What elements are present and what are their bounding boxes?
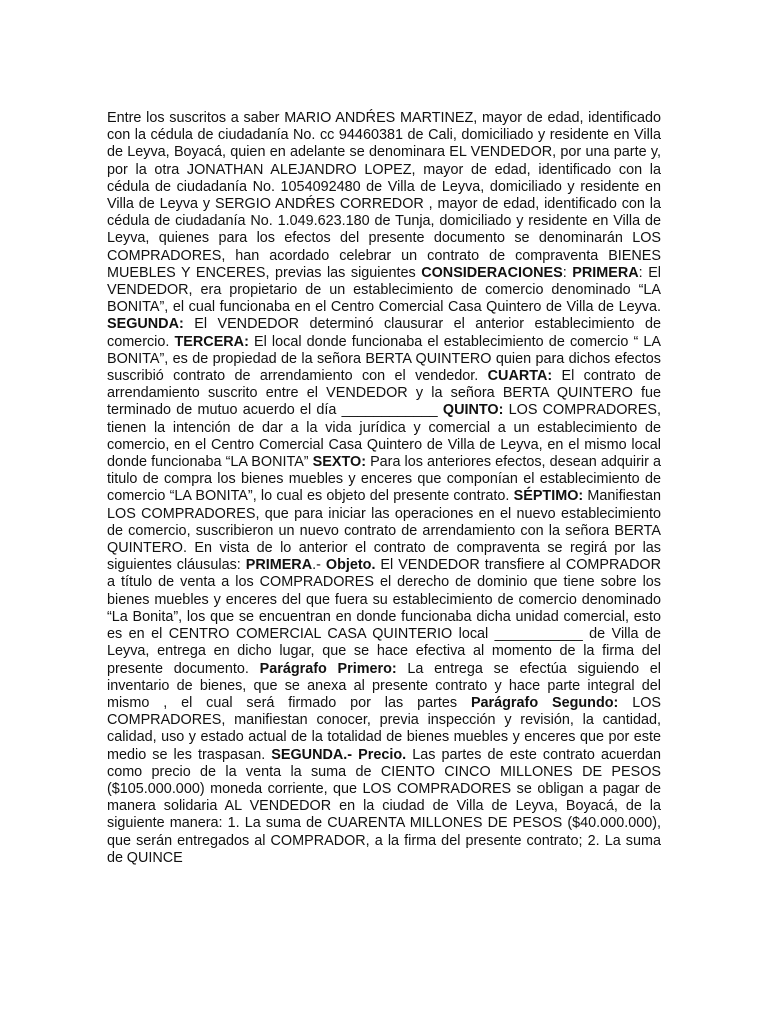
clause-heading: Objeto. — [325, 557, 376, 574]
clause-heading: QUINTO: — [442, 402, 504, 419]
clause-heading: PRIMERA — [572, 264, 639, 281]
clause-heading: Parágrafo Primero: — [259, 660, 397, 677]
text-segment: Entre los suscritos a saber MARIO ANDŔES MARTINEZ, mayor de edad, identificado con la cédula de ciudadanía No. cc 94460381 de Cali, domiciliado y residente en Villa de Leyva, Boyacá, quien en adelante se denominara EL VENDEDOR, por una parte y, por la otra JONATHAN ALEJANDRO LOPEZ, mayor de edad, identificado con la cédula de ciudadanía No. 1054092480 de Villa de Leyva, domiciliado y residente en Villa de Leyva y SERGIO ANDŔES CORREDOR , mayor de edad, identificado con la cédula de ciudadanía No. 1.049.623.180 de Tunja, domiciliado y residente en Villa de Leyva, quienes para los efectos del presente documento se denominarán LOS COMPRADORES, han acordado celebrar un contrato de compraventa BIENES MUEBLES Y ENCERES, previas las siguientes — [107, 110, 661, 281]
clause-heading: SEXTO: — [312, 454, 366, 471]
clause-heading: SÉPTIMO: — [513, 488, 584, 505]
clause-heading: CONSIDERACIONES — [421, 264, 563, 281]
clause-heading: SEGUNDA: — [107, 316, 184, 333]
text-segment: El VENDEDOR transfiere al COMPRADOR a título de venta a los COMPRADORES el derecho de dominio que tiene sobre los bienes muebles y enceres del que fuera su establecimiento de comercio denominado “La Bonita”, los que se encuentran en donde funcionaba dicha unidad comercial, esto es en el CENTRO COMERCIAL CASA QUINTERIO local ___________ de Villa de Leyva, entrega en dicho lugar, que se hace efectiva al momento de la firma del presente documento. — [107, 557, 661, 677]
text-segment: LOS COMPRADORES, manifiestan conocer, previa inspección y revisión, la cantidad, calidad, uso y estado actual de la totalidad de bienes muebles y enceres que por este medio se les traspasan. — [107, 694, 662, 763]
clause-heading: TERCERA: — [174, 333, 249, 350]
text-segment: LOS COMPRADORES, tienen la intención de dar a la vida jurídica y comercial a un establecimiento de comercio, en el Centro Comercial Casa Quintero de Villa de Leyva, en el mismo local donde funcionaba “LA BONITA” — [107, 402, 661, 471]
clause-heading: SEGUNDA.- Precio. — [271, 746, 407, 763]
clause-heading: Parágrafo Segundo: — [470, 694, 619, 711]
text-segment: El local donde funcionaba el establecimiento de comercio “ LA BONITA”, es de propiedad de la señora BERTA QUINTERO quien para dichos efectos suscribió contrato de arrendamiento con el vendedor. — [107, 333, 661, 385]
text-segment: Para los anteriores efectos, desean adquirir a titulo de compra los bienes muebles y enceres que componían el establecimiento de comercio “LA BONITA”, lo cual es objeto del presente contrato. — [107, 454, 661, 505]
text-segment: : El VENDEDOR, era propietario de un establecimiento de comercio denominado “LA BONITA”, el cual funcionaba en el Centro Comercial Casa Quintero de Villa de Leyva. — [107, 264, 662, 316]
text-segment: : — [562, 264, 573, 281]
text-segment: Las partes de este contrato acuerdan como precio de la venta la suma de CIENTO CINCO MILLONES DE PESOS ($105.000.000) moneda corriente, que LOS COMPRADORES se obligan a pagar de manera solidaria AL VENDEDOR en la ciudad de Villa de Leyva, Boyacá, de la siguiente manera: 1. La suma de CUARENTA MILLONES DE PESOS ($40.000.000), que serán entregados al COMPRADOR, a la firma del presente contrato; 2. La suma de QUINCE — [107, 746, 661, 866]
text-segment: La entrega se efectúa siguiendo el inventario de bienes, que se anexa al presente contrato y hace parte integral del mismo , el cual será firmado por las partes — [107, 660, 661, 711]
clause-heading: CUARTA: — [487, 368, 553, 385]
text-segment: .- — [312, 557, 326, 574]
text-segment: El VENDEDOR determinó clausurar el anterior establecimiento de comercio. — [107, 316, 661, 350]
text-segment: Manifiestan LOS COMPRADORES, que para iniciar las operaciones en el nuevo establecimiento de comercio, suscribieron un nuevo contrato de arrendamiento con la señora BERTA QUINTERO. En vista de lo anterior el contrato de compraventa se regirá por las siguientes cláusulas: — [107, 488, 661, 574]
text-segment: El contrato de arrendamiento suscrito entre el VENDEDOR y la señora BERTA QUINTERO fue terminado de mutuo acuerdo el día ____________ — [107, 368, 661, 419]
contract-body-text — [107, 110, 661, 867]
clause-heading: PRIMERA — [245, 557, 313, 574]
